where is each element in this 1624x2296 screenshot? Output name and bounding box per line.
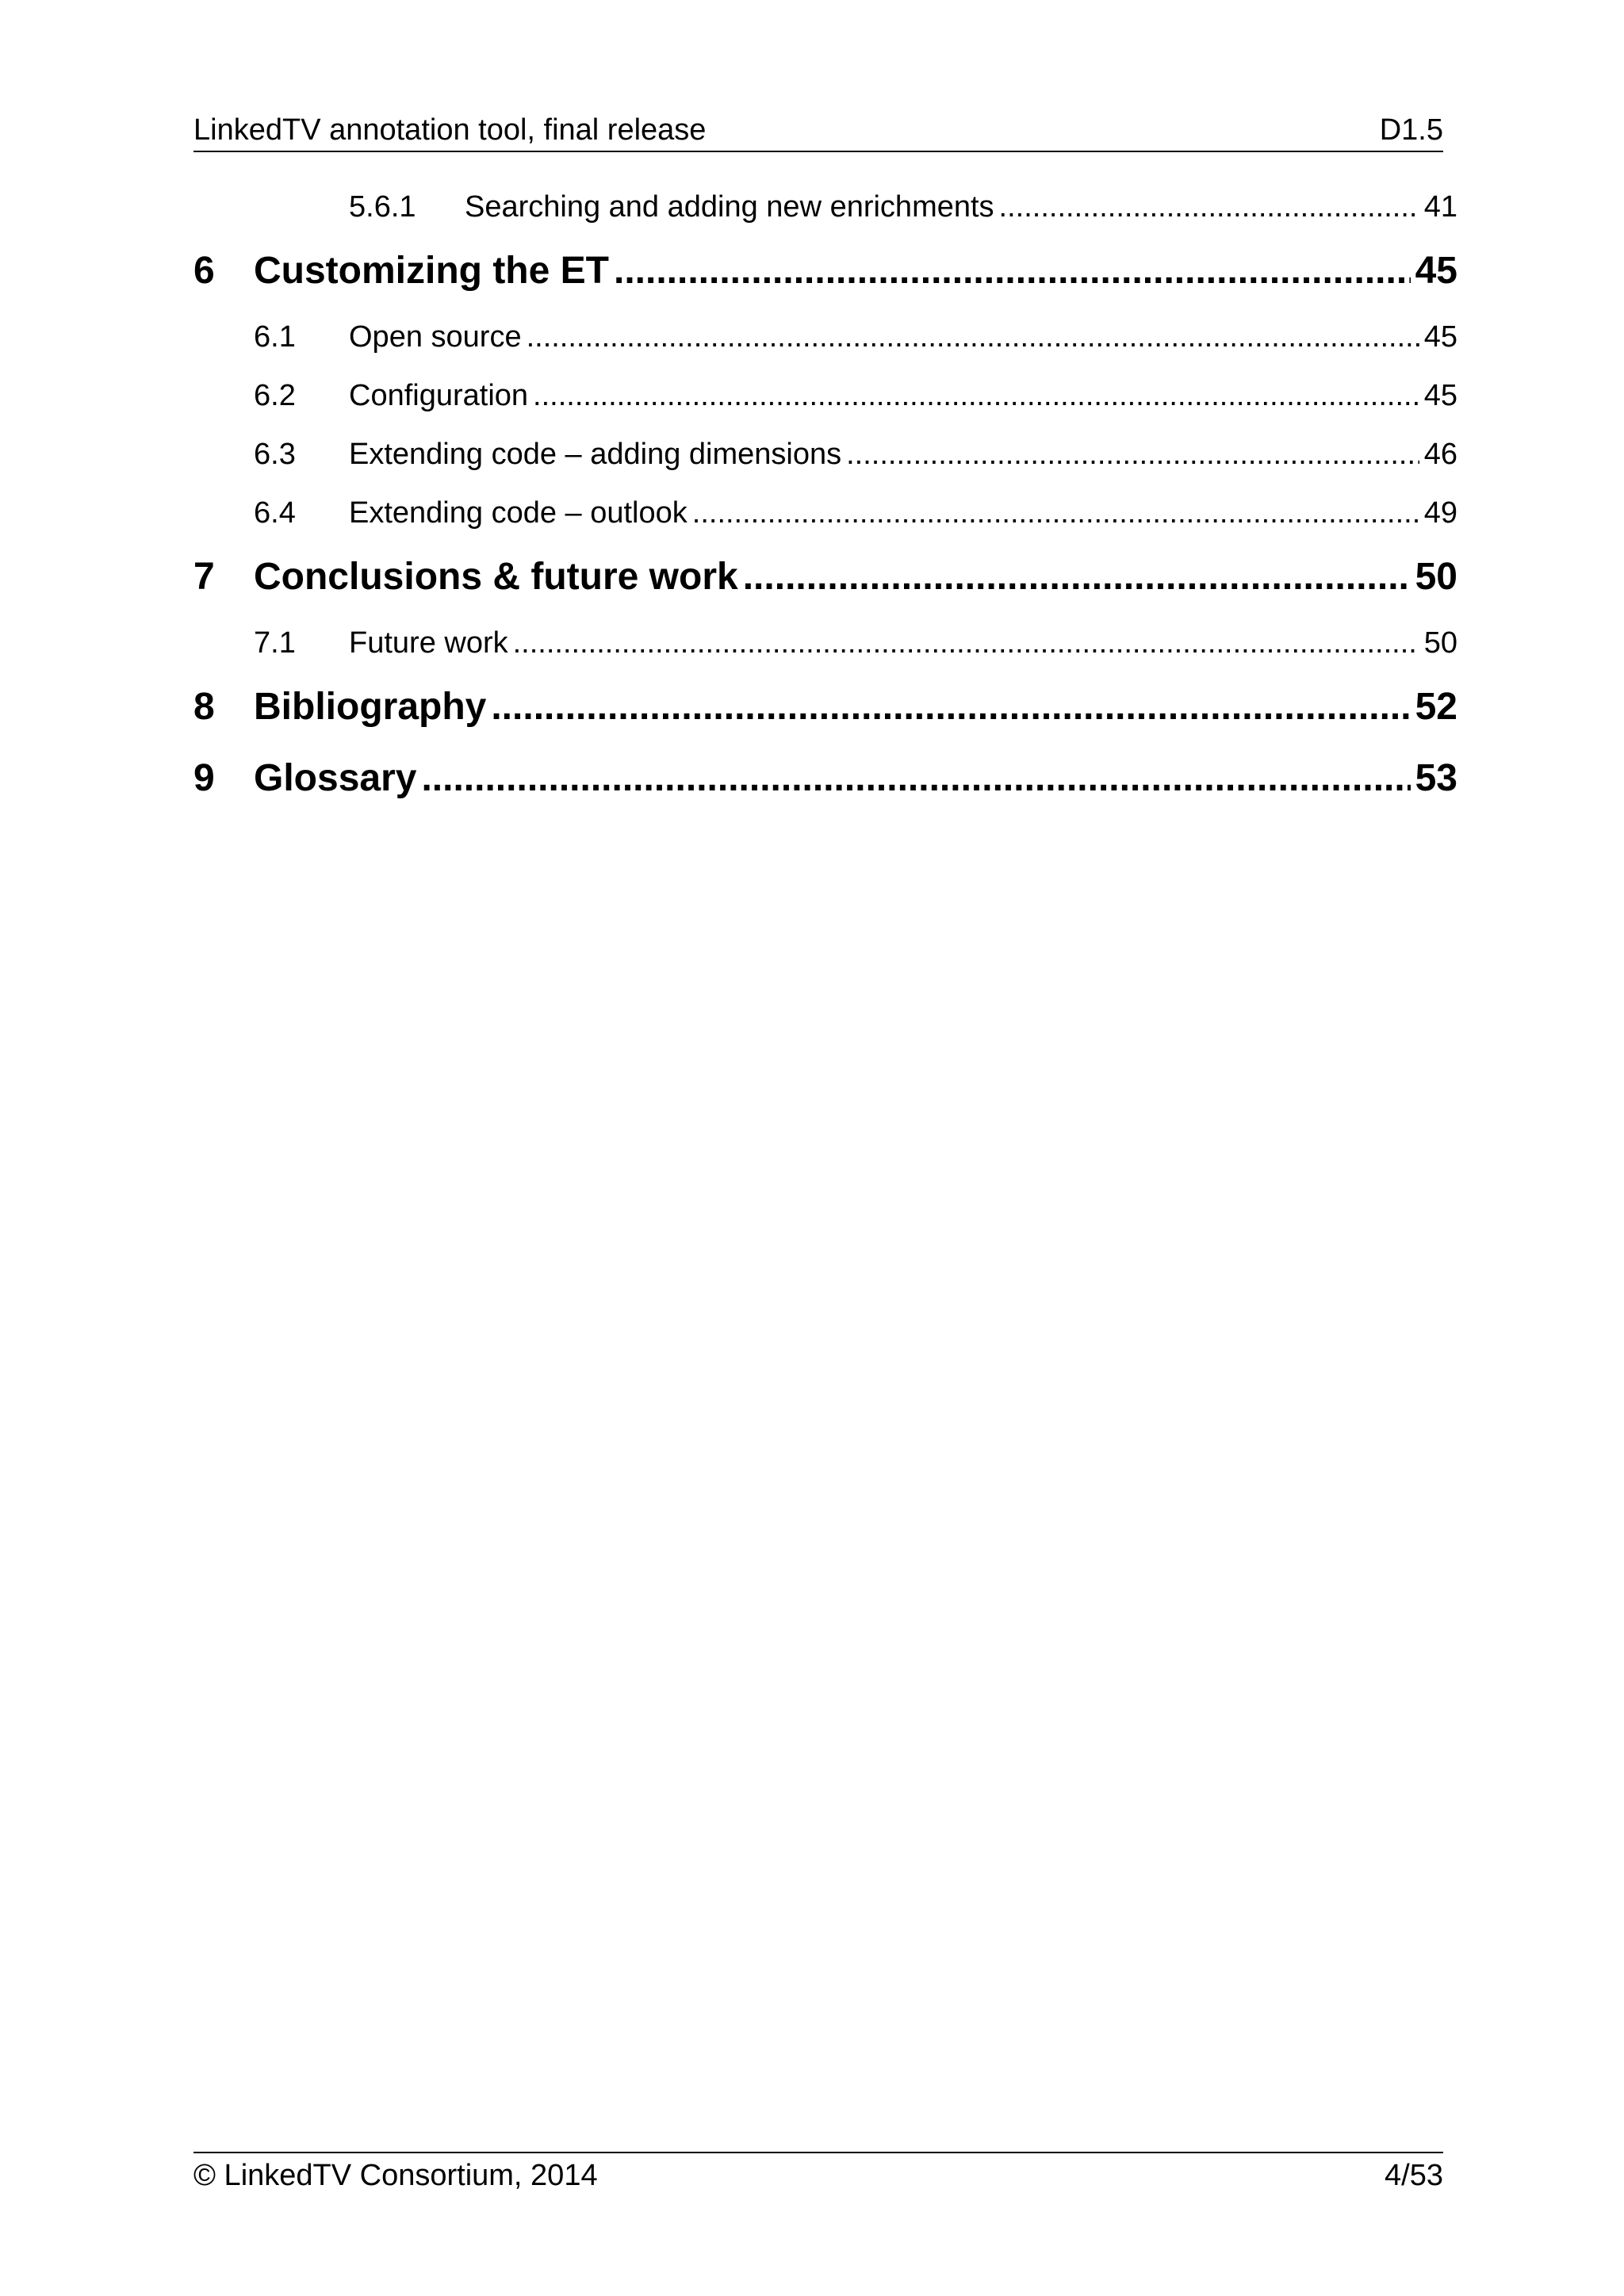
toc-leader-dots <box>421 756 1410 800</box>
toc-entry-number: 6.2 <box>254 379 296 412</box>
toc-entry-9[interactable] <box>193 756 1457 807</box>
header-doc-id: D1.5 <box>1379 113 1443 147</box>
toc-entry-label: Open source <box>349 320 522 354</box>
toc-entry-page: 45 <box>1415 250 1457 292</box>
toc-entry-page: 53 <box>1415 757 1457 799</box>
toc-entry-label: Extending code – outlook <box>349 496 688 530</box>
toc-entry-number: 6.1 <box>254 320 296 354</box>
toc-leader-dots <box>846 438 1419 472</box>
toc-leader-dots <box>614 249 1411 293</box>
toc-entry-page: 50 <box>1423 626 1457 660</box>
toc-entry-label: Customizing the ET <box>254 250 609 292</box>
toc-entry-number: 6 <box>193 250 215 292</box>
toc-entry-number: 6.4 <box>254 496 296 530</box>
toc-entry-label: Future work <box>349 626 508 660</box>
toc-entry-6-2[interactable] <box>193 379 1457 420</box>
toc-entry-6-1[interactable] <box>193 320 1457 362</box>
toc-entry-number: 7.1 <box>254 626 296 660</box>
toc-leader-dots <box>692 496 1419 530</box>
toc-entry-page: 50 <box>1415 556 1457 598</box>
toc-entry-number: 8 <box>193 686 215 728</box>
toc-entry-6-4[interactable] <box>193 496 1457 538</box>
toc-entry-page: 41 <box>1423 190 1457 224</box>
footer-copyright: © LinkedTV Consortium, 2014 <box>193 2159 598 2192</box>
toc-entry-number: 6.3 <box>254 438 296 471</box>
toc-entry-page: 49 <box>1423 496 1457 530</box>
toc-entry-5-6-1[interactable] <box>193 190 1457 232</box>
toc-leader-dots <box>533 379 1419 413</box>
toc-entry-8[interactable] <box>193 685 1457 736</box>
toc-entry-label: Glossary <box>254 757 417 799</box>
toc-entry-number: 5.6.1 <box>349 190 416 224</box>
page-footer <box>193 2152 1443 2198</box>
toc-leader-dots <box>527 320 1419 354</box>
toc-entry-label: Searching and adding new enrichments <box>465 190 994 224</box>
toc-entry-6[interactable] <box>193 249 1457 300</box>
toc-entry-7-1[interactable] <box>193 626 1457 668</box>
toc-entry-page: 45 <box>1423 379 1457 412</box>
toc-entry-label: Extending code – adding dimensions <box>349 438 842 471</box>
toc-leader-dots <box>491 685 1410 729</box>
toc-entry-number: 7 <box>193 556 215 598</box>
toc-entry-label: Configuration <box>349 379 529 412</box>
header-title: LinkedTV annotation tool, final release <box>193 113 707 147</box>
toc-leader-dots <box>513 626 1419 660</box>
toc-entry-page: 46 <box>1423 438 1457 471</box>
toc-entry-7[interactable] <box>193 555 1457 606</box>
toc-entry-label: Conclusions & future work <box>254 556 738 598</box>
toc-entry-6-3[interactable] <box>193 438 1457 479</box>
toc-leader-dots <box>743 555 1411 599</box>
toc-entry-page: 45 <box>1423 320 1457 354</box>
toc-leader-dots <box>999 190 1419 224</box>
toc-entry-page: 52 <box>1415 686 1457 728</box>
toc-entry-label: Bibliography <box>254 686 487 728</box>
page-header <box>193 109 1443 152</box>
footer-page-count: 4/53 <box>1385 2159 1443 2192</box>
toc-entry-number: 9 <box>193 757 215 799</box>
